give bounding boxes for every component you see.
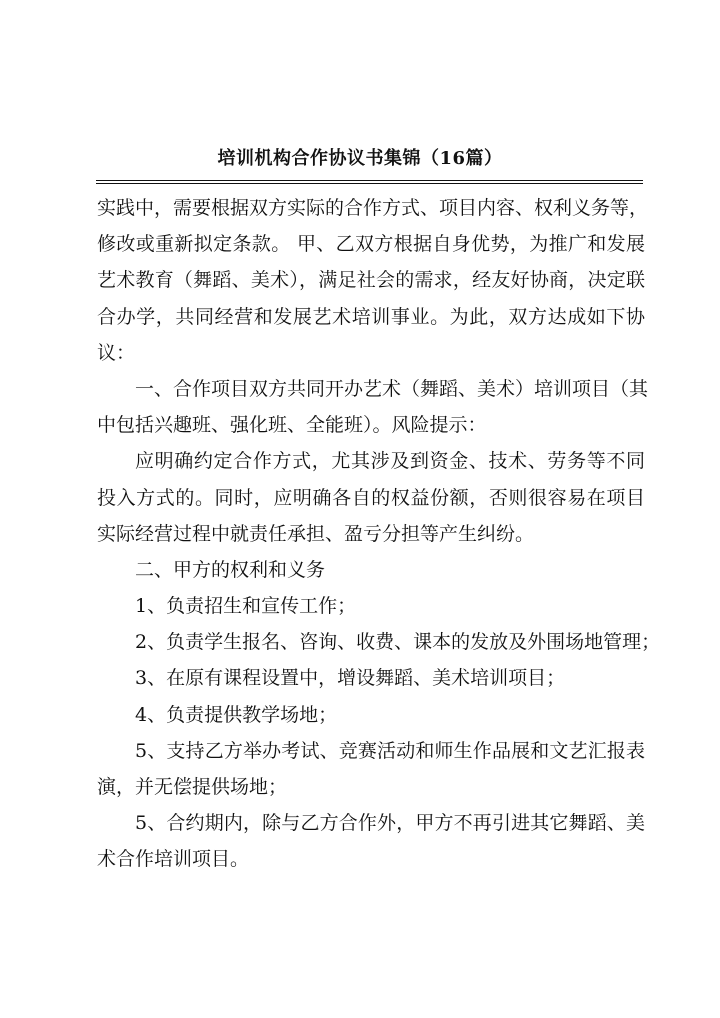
title-underline-bottom xyxy=(96,183,643,184)
body-line: 术合作培训项目。 xyxy=(97,848,250,871)
body-line: 艺术教育（舞蹈、美术），满足社会的需求，经友好协商，决定联 xyxy=(97,269,645,292)
body-line: 投入方式的。同时，应明确各自的权益份额，否则很容易在项目 xyxy=(97,486,645,509)
document-title: 培训机构合作协议书集锦（16篇） xyxy=(217,148,503,169)
body-line: 实践中，需要根据双方实际的合作方式、项目内容、权利义务等， xyxy=(97,197,649,219)
body-line: 4、负责提供教学场地； xyxy=(135,703,338,726)
body-line: 合办学，共同经营和发展艺术培训事业。为此，双方达成如下协 xyxy=(97,305,645,328)
body-line: 实际经营过程中就责任承担、盈亏分担等产生纠纷。 xyxy=(97,522,535,545)
body-line: 应明确约定合作方式，尤其涉及到资金、技术、劳务等不同 xyxy=(135,450,645,473)
body-line: 议： xyxy=(97,341,136,364)
body-line: 3、在原有课程设置中，增设舞蹈、美术培训项目； xyxy=(135,667,566,690)
document-body xyxy=(97,190,661,878)
title-underline-top xyxy=(96,180,643,181)
body-line: 中包括兴趣班、强化班、全能班）。风险提示： xyxy=(97,414,487,437)
body-line: 2、负责学生报名、咨询、收费、课本的发放及外围场地管理； xyxy=(135,631,661,654)
body-line: 二、甲方的权利和义务 xyxy=(135,558,326,581)
body-line: 5、合约期内，除与乙方合作外，甲方不再引进其它舞蹈、美 xyxy=(135,812,645,835)
body-line: 5、支持乙方举办考试、竞赛活动和师生作品展和文艺汇报表 xyxy=(135,739,645,762)
body-line: 演，并无偿提供场地； xyxy=(97,776,288,798)
body-line: 一、合作项目双方共同开办艺术（舞蹈、美术）培训项目（其 xyxy=(135,377,649,400)
body-line: 1、负责招生和宣传工作； xyxy=(135,595,357,618)
body-line: 修改或重新拟定条款。 甲、乙双方根据自身优势，为推广和发展 xyxy=(97,233,645,256)
